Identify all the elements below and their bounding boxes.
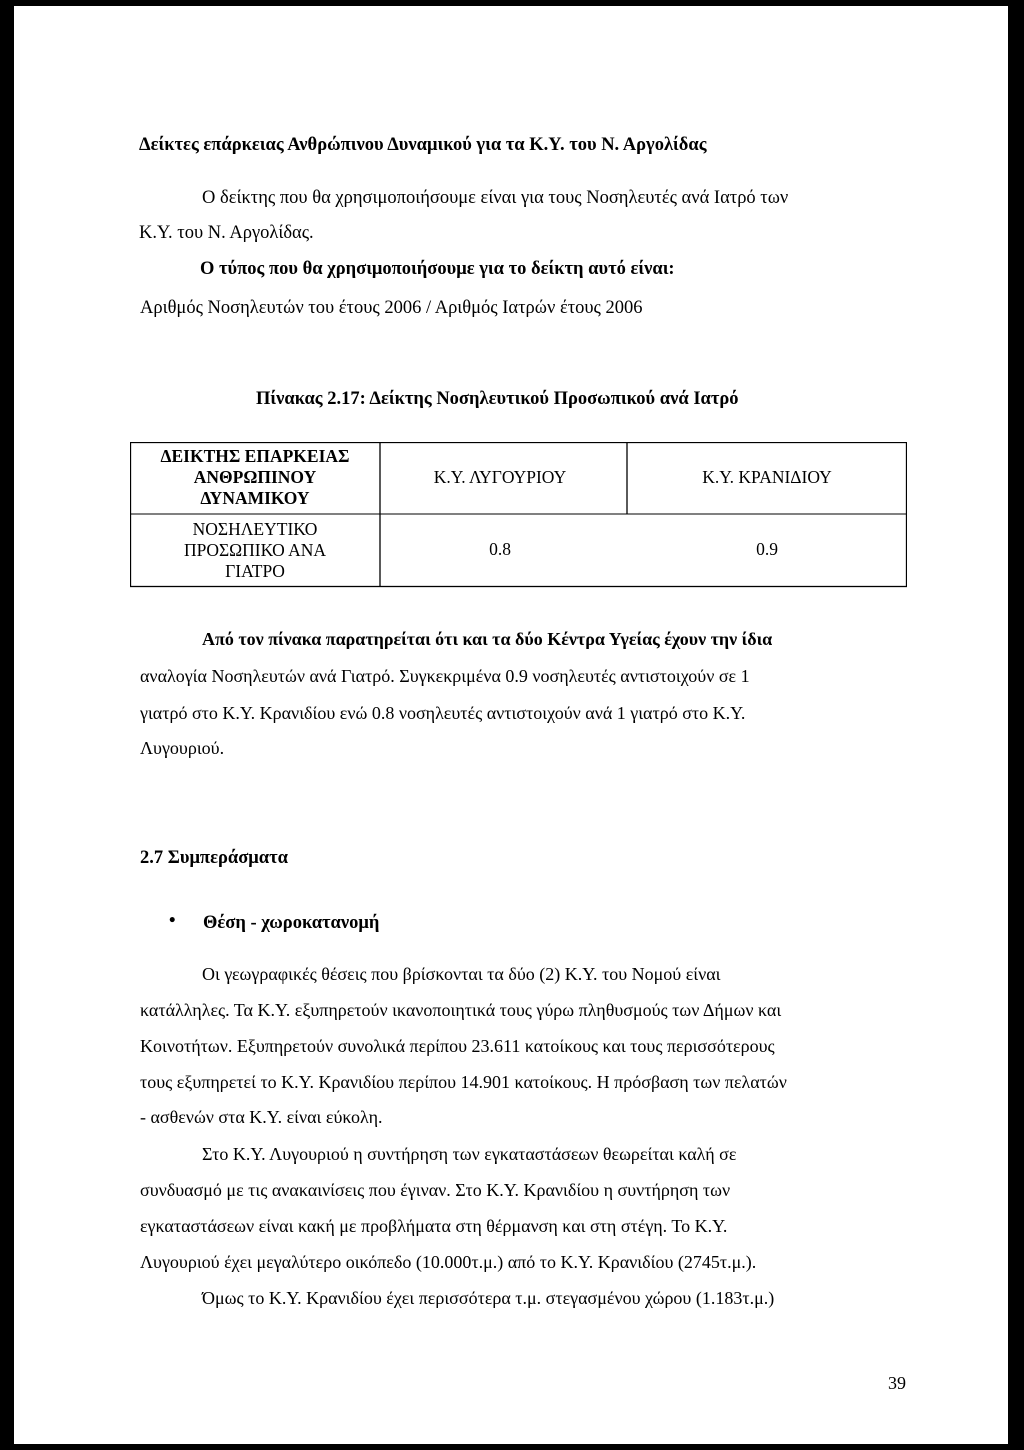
column-header-kranidiou: Κ.Υ. ΚΡΑΝΙΔΙΟΥ (702, 467, 832, 487)
page-number: 39 (888, 1373, 906, 1393)
intro-line-1: Ο δείκτης που θα χρησιμοποιήσουμε είναι για τους Νοσηλευτές ανά Ιατρό των (202, 188, 789, 208)
indicator-table (130, 442, 907, 592)
table-row-label (130, 519, 380, 582)
paragraph1-line-3: Κοινοτήτων. Εξυπηρετούν συνολικά περίπου 23.611 κατοίκους και τους περισσότερους (140, 1036, 775, 1056)
header-line-1: ΔΕΙΚΤΗΣ ΕΠΑΡΚΕΙΑΣ (160, 446, 350, 466)
header-line-3: ΔΥΝΑΜΙΚΟΥ (200, 488, 310, 508)
analysis-line-2: αναλογία Νοσηλευτών ανά Γιατρό. Συγκεκριμένα 0.9 νοσηλευτές αντιστοιχούν σε 1 (140, 666, 750, 686)
formula: Αριθμός Νοσηλευτών του έτους 2006 / Αριθμός Ιατρών έτους 2006 (140, 298, 643, 318)
table-caption: Πίνακας 2.17: Δείκτης Νοσηλευτικού Προσωπικού ανά Ιατρό (256, 389, 739, 409)
column-header-lygouriou: Κ.Υ. ΛΥΓΟΥΡΙΟΥ (433, 467, 567, 487)
row-label-line-2: ΠΡΟΣΩΠΙΚΟ ΑΝΑ (183, 540, 327, 560)
paragraph1-line-1: Οι γεωγραφικές θέσεις που βρίσκονται τα δύο (2) Κ.Υ. του Νομού είναι (202, 964, 721, 984)
document-page (14, 6, 1008, 1444)
value-kranidiou: 0.9 (756, 539, 778, 559)
analysis-line-1 (202, 629, 772, 650)
row-label-line-1: ΝΟΣΗΛΕΥΤΙΚΟ (192, 519, 318, 539)
bullet-label: Θέση - χωροκατανομή (203, 913, 380, 933)
paragraph1-line-2: κατάλληλες. Τα Κ.Υ. εξυπηρετούν ικανοποιητικά τους γύρω πληθυσμούς των Δήμων και (140, 1000, 782, 1020)
paragraph2-line-4: Λυγουριού έχει μεγαλύτερο οικόπεδο (10.000τ.μ.) από το Κ.Υ. Κρανιδίου (2745τ.μ.). (140, 1252, 757, 1272)
paragraph1-line-4: τους εξυπηρετεί το Κ.Υ. Κρανιδίου περίπου 14.901 κατοίκους. Η πρόσβαση των πελατών (140, 1072, 787, 1092)
paragraph2-line-2: συνδυασμό με τις ανακαινίσεις που έγιναν. Στο Κ.Υ. Κρανιδίου η συντήρηση των (140, 1180, 731, 1200)
bullet-symbol: • (169, 911, 176, 931)
intro-line-2: Κ.Υ. του Ν. Αργολίδας. (139, 223, 314, 243)
paragraph2-line-5: Όμως το Κ.Υ. Κρανιδίου έχει περισσότερα τ.μ. στεγασμένου χώρου (1.183τ.μ.) (202, 1288, 775, 1308)
paragraph1-line-5: - ασθενών στα Κ.Υ. είναι εύκολη. (140, 1107, 383, 1127)
section-heading: Δείκτες επάρκειας Ανθρώπινου Δυναμικού για τα Κ.Υ. του Ν. Αργολίδας (139, 135, 707, 155)
analysis-line-3: γιατρό στο Κ.Υ. Κρανιδίου ενώ 0.8 νοσηλευτές αντιστοιχούν ανά 1 γιατρό στο Κ.Υ. (140, 703, 746, 723)
formula-label: Ο τύπος που θα χρησιμοποιήσουμε για το δείκτη αυτό είναι: (200, 259, 675, 279)
paragraph2-line-1: Στο Κ.Υ. Λυγουριού η συντήρηση των εγκαταστάσεων θεωρείται καλή σε (202, 1144, 737, 1164)
paragraph2-line-3: εγκαταστάσεων είναι κακή με προβλήματα στη θέρμανση και στη στέγη. Το Κ.Υ. (140, 1216, 728, 1236)
row-label-line-3: ΓΙΑΤΡΟ (225, 561, 285, 581)
analysis-line-1-text: Από τον πίνακα παρατηρείται ότι και τα δύο Κέντρα Υγείας έχουν την ίδια (202, 629, 773, 649)
analysis-line-4: Λυγουριού. (140, 738, 225, 758)
table-header-cell (130, 446, 380, 509)
conclusions-heading: 2.7 Συμπεράσματα (140, 848, 288, 868)
value-lygouriou: 0.8 (489, 539, 511, 559)
header-line-2: ΑΝΘΡΩΠΙΝΟΥ (193, 467, 317, 487)
